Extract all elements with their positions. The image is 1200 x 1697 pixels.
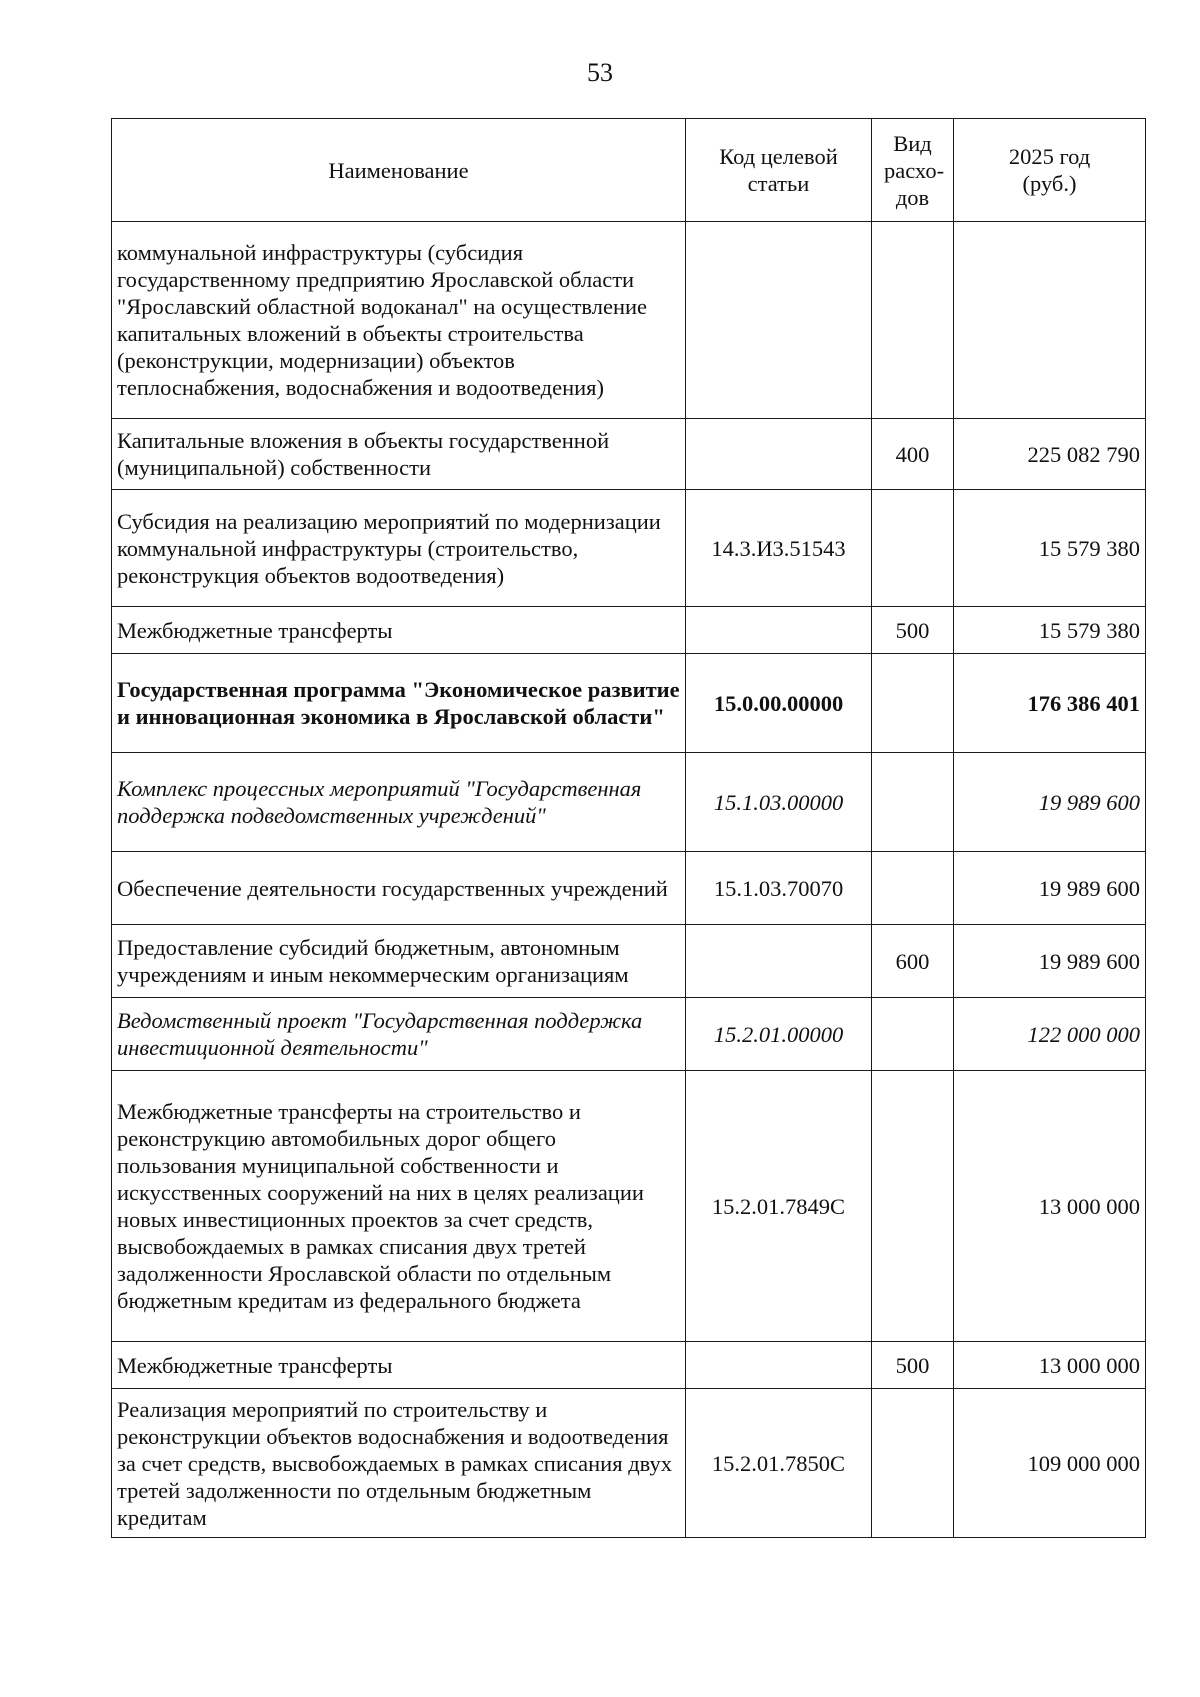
page-number: 53 <box>587 58 613 87</box>
row-code: 15.2.01.7849C <box>686 1071 872 1342</box>
row-code: 15.0.00.00000 <box>686 654 872 753</box>
row-code <box>686 1342 872 1389</box>
row-amount: 19 989 600 <box>954 925 1146 998</box>
header-name: Наименование <box>112 119 686 222</box>
row-type: 500 <box>872 607 954 654</box>
header-code: Код целевой статьи <box>686 119 872 222</box>
header-amount: 2025 год (руб.) <box>954 119 1146 222</box>
budget-table <box>111 118 1146 1538</box>
row-type <box>872 1389 954 1538</box>
row-amount: 13 000 000 <box>954 1071 1146 1342</box>
row-name: Межбюджетные трансферты <box>112 607 686 654</box>
row-amount: 13 000 000 <box>954 1342 1146 1389</box>
row-name: Предоставление субсидий бюджетным, автономным учреждениям и иным некоммерческим организациям <box>112 925 686 998</box>
row-name: коммунальной инфраструктуры (субсидия государственному предприятию Ярославской области "Ярославский областной водоканал" на осуществление капитальных вложений в объекты строительства (реконструкции, модернизации) объектов теплоснабжения, водоснабжения и водоотведения) <box>112 222 686 419</box>
row-type <box>872 490 954 607</box>
table-row <box>112 998 1146 1071</box>
row-name: Субсидия на реализацию мероприятий по модернизации коммунальной инфраструктуры (строительство, реконструкция объектов водоотведения) <box>112 490 686 607</box>
table-row <box>112 654 1146 753</box>
row-amount: 15 579 380 <box>954 490 1146 607</box>
table-row <box>112 222 1146 419</box>
table-row <box>112 1342 1146 1389</box>
table-row <box>112 1389 1146 1538</box>
row-amount: 176 386 401 <box>954 654 1146 753</box>
row-name: Государственная программа "Экономическое развитие и инновационная экономика в Ярославской области" <box>112 654 686 753</box>
table-row <box>112 490 1146 607</box>
row-amount: 225 082 790 <box>954 419 1146 490</box>
row-name: Межбюджетные трансферты на строительство и реконструкцию автомобильных дорог общего пользования муниципальной собственности и искусственных сооружений на них в целях реализации новых инвестиционных проектов за счет средств, высвобождаемых в рамках списания двух третей задолженности Ярославской области по отдельным бюджетным кредитам из федерального бюджета <box>112 1071 686 1342</box>
row-code: 14.3.И3.51543 <box>686 490 872 607</box>
row-name: Реализация мероприятий по строительству и реконструкции объектов водоснабжения и водоотведения за счет средств, высвобождаемых в рамках списания двух третей задолженности по отдельным бюджетным кредитам <box>112 1389 686 1538</box>
table-row <box>112 607 1146 654</box>
row-code: 15.2.01.00000 <box>686 998 872 1071</box>
table-row <box>112 852 1146 925</box>
row-code <box>686 222 872 419</box>
row-amount: 15 579 380 <box>954 607 1146 654</box>
row-code: 15.1.03.00000 <box>686 753 872 852</box>
table-header-row <box>112 119 1146 222</box>
row-type <box>872 998 954 1071</box>
table-row <box>112 753 1146 852</box>
row-code <box>686 925 872 998</box>
row-name: Капитальные вложения в объекты государственной (муниципальной) собственности <box>112 419 686 490</box>
row-amount <box>954 222 1146 419</box>
row-amount: 19 989 600 <box>954 753 1146 852</box>
row-code: 15.2.01.7850C <box>686 1389 872 1538</box>
row-name: Ведомственный проект "Государственная поддержка инвестиционной деятельности" <box>112 998 686 1071</box>
row-type <box>872 222 954 419</box>
row-name: Обеспечение деятельности государственных учреждений <box>112 852 686 925</box>
row-amount: 19 989 600 <box>954 852 1146 925</box>
table-row <box>112 419 1146 490</box>
row-type: 400 <box>872 419 954 490</box>
row-name: Комплекс процессных мероприятий "Государственная поддержка подведомственных учреждений" <box>112 753 686 852</box>
row-amount: 122 000 000 <box>954 998 1146 1071</box>
row-type <box>872 654 954 753</box>
table-row <box>112 925 1146 998</box>
row-amount: 109 000 000 <box>954 1389 1146 1538</box>
row-code: 15.1.03.70070 <box>686 852 872 925</box>
row-code <box>686 419 872 490</box>
row-type: 500 <box>872 1342 954 1389</box>
row-type: 600 <box>872 925 954 998</box>
row-type <box>872 852 954 925</box>
row-name: Межбюджетные трансферты <box>112 1342 686 1389</box>
row-type <box>872 753 954 852</box>
table-row <box>112 1071 1146 1342</box>
row-type <box>872 1071 954 1342</box>
header-type: Вид расхо-дов <box>872 119 954 222</box>
row-code <box>686 607 872 654</box>
